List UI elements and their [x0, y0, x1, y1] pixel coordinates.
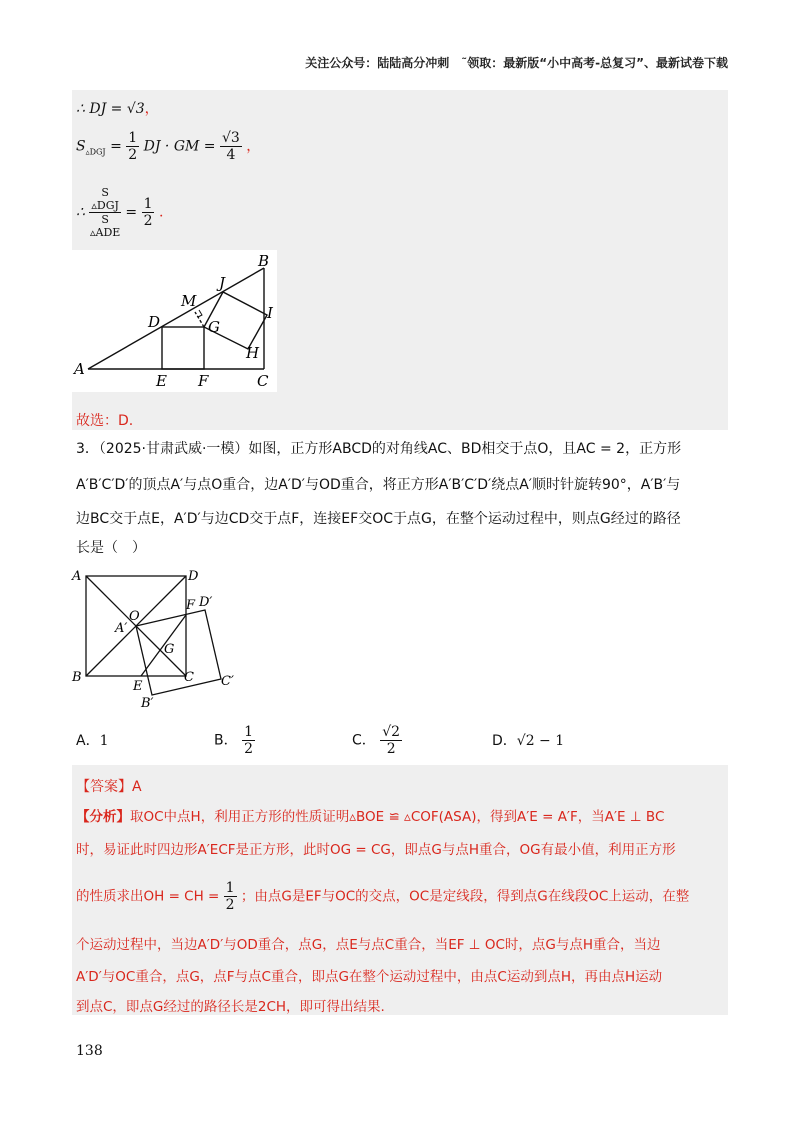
option-c[interactable]: C． $\frac{√2}{2}$	[352, 724, 401, 757]
figure-rotated-squares	[70, 564, 245, 709]
solution-line-3: ∴ S ▵DGJ S ▵ADE = $\frac{1}{2}$ .	[76, 186, 164, 239]
label-O: O	[129, 609, 140, 624]
label-C: C	[257, 372, 269, 390]
label-J: J	[219, 274, 226, 292]
header-note: 关注公众号：陆陆高分冲刺 ˜领取：最新版“小中高考-总复习”、最新试卷下载	[305, 56, 728, 70]
solution-line-1: ∴ DJ = √3，	[76, 101, 159, 117]
label-I: I	[267, 304, 273, 322]
option-d[interactable]: D．√2 − 1	[492, 733, 565, 749]
question-line-4: 长是（ ）	[76, 540, 146, 556]
label-B: B	[72, 670, 82, 685]
label-H: H	[246, 344, 260, 362]
analysis-line-3: 的性质求出OH = CH = $\frac{1}{2}$ ；由点G是EF与OC的交点，OC是定线段，得到点G在线段OC上运动，在整	[76, 880, 690, 913]
analysis-line-1: 【分析】取OC中点H，利用正方形的性质证明▵BOE ≌ ▵COF(ASA)，得到A′E = A′F，当A′E ⊥ BC	[76, 809, 665, 825]
label-M: M	[181, 292, 197, 310]
analysis-line-6: 到点C，即点G经过的路径长是2CH，即可得出结果.	[76, 999, 385, 1015]
analysis-line-5: A′D′与OC重合，点G，点F与点C重合，即点G在整个运动过程中，由点C运动到点H，再由点H运动	[76, 969, 663, 985]
label-A-prime: A′	[115, 621, 128, 636]
label-F: F	[198, 372, 209, 390]
label-G: G	[208, 318, 220, 336]
label-B-prime: B′	[141, 696, 154, 709]
label-F: F	[186, 598, 196, 613]
solution-line-2: $S_{▵DGJ}$ = $\frac{1}{2}$ DJ · GM = $\frac{√3}{4}$ ，	[76, 130, 261, 163]
label-D: D	[148, 313, 161, 331]
option-a[interactable]: A．1	[76, 733, 109, 749]
page-number: 138	[76, 1043, 103, 1059]
label-E: E	[133, 679, 143, 694]
analysis-line-4: 个运动过程中，当边A′D′与OD重合，点G，点E与点C重合，当EF ⊥ OC时，点G与点H重合，当边	[76, 937, 661, 953]
figure-triangle-squares	[72, 250, 277, 392]
label-C-prime: C′	[221, 674, 234, 689]
analysis-line-2: 时，易证此时四边形A′ECF是正方形，此时OG = CG，即点G与点H重合，OG有最小值，利用正方形	[76, 842, 676, 858]
label-C: C	[184, 670, 194, 685]
question-line-1: 3．（2025·甘肃武威·一模）如图，正方形ABCD的对角线AC、BD相交于点O，且AC = 2，正方形	[76, 441, 682, 457]
answer-tag: 【答案】A	[76, 779, 142, 795]
label-A: A	[72, 569, 82, 584]
option-b[interactable]: B． $\frac{1}{2}$	[214, 724, 253, 757]
label-B: B	[258, 252, 270, 270]
question-line-3: 边BC交于点E，A′D′与边CD交于点F，连接EF交OC于点G，在整个运动过程中，则点G经过的路径	[76, 511, 681, 527]
label-A: A	[74, 360, 85, 378]
label-D: D	[188, 569, 199, 584]
solution-conclusion: 故选：D.	[76, 413, 134, 429]
question-line-2: A′B′C′D′的顶点A′与点O重合，边A′D′与OD重合，将正方形A′B′C′D′绕点A′顺时针旋转90°，A′B′与	[76, 477, 681, 493]
label-D-prime: D′	[199, 595, 213, 610]
label-E: E	[156, 372, 167, 390]
label-G: G	[164, 642, 175, 657]
